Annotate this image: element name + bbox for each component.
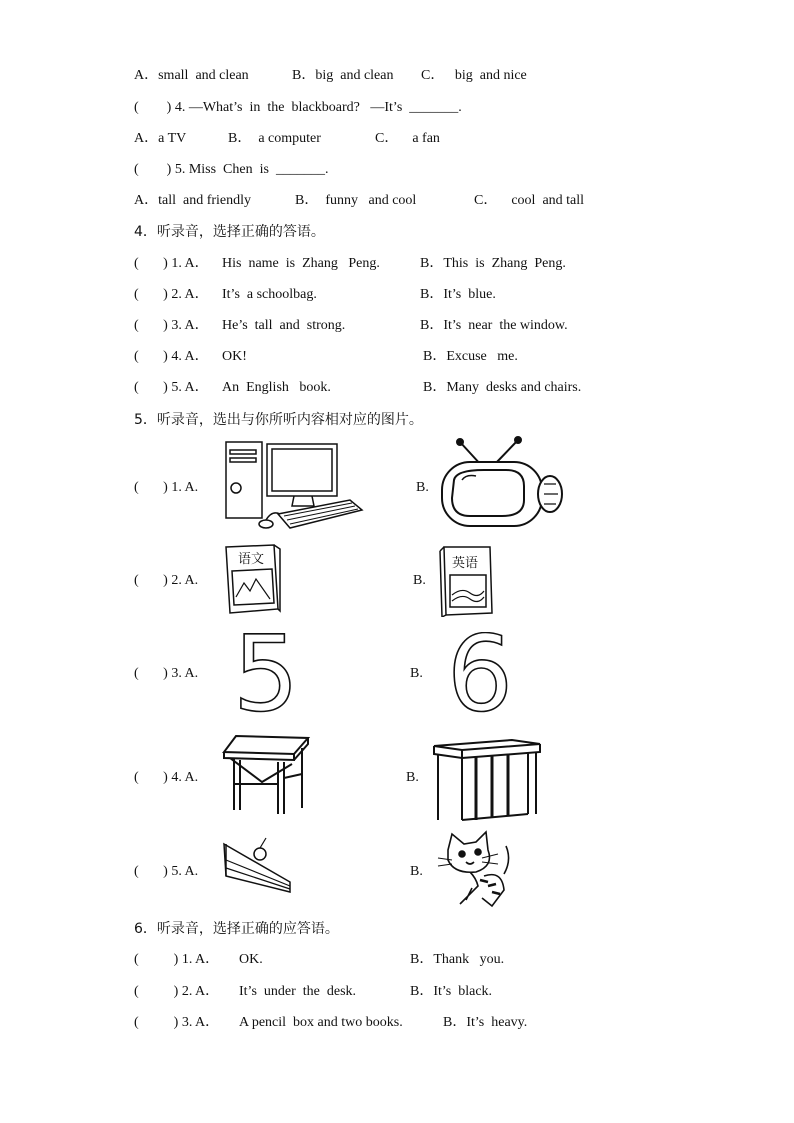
s5-row2-num: ( ) 2. A. (134, 573, 199, 588)
s5-row5-b: B. (410, 864, 423, 879)
digit-six: 6 (446, 632, 514, 716)
s4-item3-num: ( ) 3. A． (134, 318, 209, 333)
cake-picture (222, 836, 294, 898)
s4-item4-a: OK! (222, 349, 247, 364)
s5-row4-b: B. (406, 770, 419, 785)
s4-item3-a: He’s tall and strong. (222, 318, 346, 333)
s4-item5-num: ( ) 5. A． (134, 380, 209, 395)
s4-item5-a: An English book. (222, 380, 331, 395)
s4-item1-num: ( ) 1. A． (134, 256, 209, 271)
s5-row1-num: ( ) 1. A. (134, 480, 199, 495)
q5-question: ( ) 5. Miss Chen is _______. (134, 162, 329, 177)
s4-item2-b: B．It’s blue. (420, 287, 496, 302)
q5-option-c: C． cool and tall (474, 193, 585, 208)
s6-item3-a: A pencil box and two books. (239, 1015, 403, 1030)
s4-item1-b: B．This is Zhang Peng. (420, 256, 566, 271)
s5-row3-b: B. (410, 666, 423, 681)
number-five-picture (216, 632, 316, 716)
section4-heading: 4．听录音，选择正确的答语。 (134, 224, 325, 240)
english-book-picture (438, 543, 498, 617)
s6-item1-num: ( ) 1. A． (134, 952, 220, 967)
tv-picture (440, 436, 565, 531)
s4-item4-num: ( ) 4. A． (134, 349, 209, 364)
s6-item3-b: B．It’s heavy. (443, 1015, 528, 1030)
q4-question: ( ) 4. —What’s in the blackboard? —It’s _______. (134, 100, 462, 115)
q3-option-c: C． big and nice (421, 68, 527, 83)
s6-item2-b: B．It’s black. (410, 984, 493, 999)
section5-heading: 5．听录音，选出与你所听内容相对应的图片。 (134, 412, 423, 428)
q5-option-b: B． funny and cool (295, 193, 417, 208)
book-b-title: 英语 (452, 556, 479, 571)
s4-item2-a: It’s a schoolbag. (222, 287, 317, 302)
s5-row2-b: B. (413, 573, 426, 588)
s6-item1-b: B．Thank you. (410, 952, 505, 967)
computer-picture (222, 440, 364, 532)
table-picture (432, 734, 544, 824)
book-a-title: 语文 (238, 552, 265, 567)
s5-row5-num: ( ) 5. A. (134, 864, 199, 879)
q4-option-c: C． a fan (375, 131, 440, 146)
s4-item1-a: His name is Zhang Peng. (222, 256, 380, 271)
s6-item2-num: ( ) 2. A． (134, 984, 220, 999)
cat-picture (436, 830, 516, 912)
s5-row3-num: ( ) 3. A. (134, 666, 199, 681)
number-six-picture (430, 632, 530, 716)
s6-item3-num: ( ) 3. A． (134, 1015, 220, 1030)
q4-option-b: B． a computer (228, 131, 321, 146)
s4-item4-b: B．Excuse me. (423, 349, 518, 364)
s5-row1-b: B. (416, 480, 429, 495)
s4-item3-b: B．It’s near the window. (420, 318, 568, 333)
q3-option-a: A．small and clean (134, 68, 249, 83)
digit-five: 5 (232, 632, 300, 716)
q3-option-b: B．big and clean (292, 68, 394, 83)
section6-heading: 6．听录音，选择正确的应答语。 (134, 921, 339, 937)
s5-row4-num: ( ) 4. A. (134, 770, 199, 785)
q5-option-a: A．tall and friendly (134, 193, 252, 208)
s4-item2-num: ( ) 2. A． (134, 287, 209, 302)
s4-item5-b: B．Many desks and chairs. (423, 380, 582, 395)
q4-option-a: A．a TV (134, 131, 187, 146)
chinese-book-picture (222, 543, 282, 615)
s6-item1-a: OK. (239, 952, 263, 967)
s6-item2-a: It’s under the desk. (239, 984, 357, 999)
desk-picture (222, 734, 314, 816)
